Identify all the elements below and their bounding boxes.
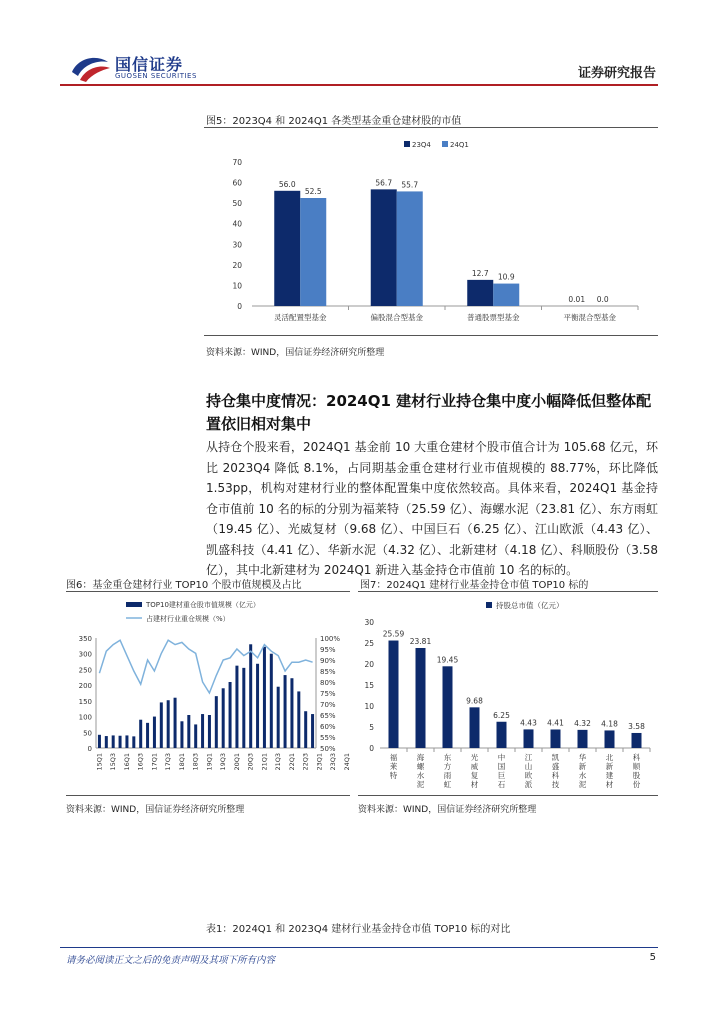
fig6-bar: [277, 687, 280, 748]
fig6-bar: [290, 678, 293, 748]
company-name-cn: 国信证券: [115, 55, 184, 74]
fig7-data-label: 25.59: [382, 629, 405, 639]
fig6-xtick-label: 20Q1: [232, 753, 241, 771]
page-number: 5: [649, 952, 656, 963]
fig5-category-label: 偏股混合型基金: [370, 313, 423, 322]
fig5-data-label: 0.0: [596, 295, 609, 304]
fig7-data-label: 23.81: [409, 636, 432, 646]
fig6-xtick-label: 19Q1: [205, 753, 214, 771]
fig7-bar: [470, 707, 480, 748]
fig6-bar: [112, 735, 115, 748]
fig6-xtick-label: 23Q1: [315, 753, 324, 771]
fig6-ytick-left: 250: [78, 666, 92, 675]
figure5-source: 资料来源：WIND，国信证券经济研究所整理: [206, 348, 385, 358]
fig5-bar: [467, 280, 493, 306]
fig6-ytick-left: 100: [78, 713, 92, 722]
fig7-ytick: 15: [364, 681, 374, 690]
fig6-bar: [201, 714, 204, 748]
fig5-bar: [371, 189, 397, 306]
fig7-ytick: 0: [369, 744, 374, 753]
figure7-bottom-rule: [358, 795, 658, 796]
figure6-rule: [66, 591, 350, 592]
figure6-chart: [66, 596, 350, 792]
fig6-bar: [263, 647, 266, 748]
fig6-legend-line-label: 占建材行业重仓规模（%）: [146, 615, 230, 623]
fig7-data-label: 6.25: [493, 710, 510, 720]
fig5-ytick: 20: [232, 260, 242, 270]
figure5-rule: [204, 127, 658, 128]
fig6-ytick-left: 0: [87, 745, 92, 753]
figure6-source: 资料来源：WIND，国信证券经济研究所整理: [66, 805, 245, 815]
fig6-bar: [297, 691, 300, 748]
fig6-xtick-label: 21Q1: [260, 753, 269, 771]
fig6-bar: [139, 720, 142, 748]
fig6-bar: [311, 714, 314, 748]
fig7-ytick: 30: [364, 618, 374, 627]
fig6-xtick-label: 19Q3: [219, 753, 228, 771]
fig7-category-label: 凯盛科技: [551, 753, 560, 789]
fig6-ytick-right: 65%: [320, 712, 336, 720]
fig6-bar: [160, 702, 163, 748]
fig6-bar: [208, 715, 211, 748]
fig7-category-label: 江山欧派: [524, 753, 533, 789]
fig6-bar: [270, 654, 273, 748]
fig5-data-label: 56.7: [375, 178, 393, 188]
fig6-xtick-label: 22Q1: [287, 753, 296, 771]
fig7-data-label: 3.58: [628, 721, 645, 731]
fig5-ytick: 10: [232, 281, 242, 291]
fig6-ytick-left: 50: [83, 729, 92, 738]
fig6-xtick-label: 23Q3: [329, 753, 338, 771]
fig7-category-label: 北新建材: [605, 753, 614, 789]
fig6-legend-bar-swatch: [126, 602, 142, 607]
figure5-bottom-rule: [204, 335, 658, 336]
fig6-bar: [146, 723, 149, 748]
fig6-xtick-label: 15Q3: [109, 753, 118, 771]
fig6-bar: [249, 644, 252, 748]
fig6-bar: [215, 696, 218, 748]
fig7-legend-swatch: [486, 602, 492, 608]
section-paragraph: 从持仓个股来看，2024Q1 基金前 10 大重仓建材个股市值合计为 105.68 亿元，环比 2023Q4 降低 8.1%，占同期基金重仓建材行业市值规模的 88.77%，环比降低 1.53pp，机构对建材行业的整体配置集中度依然较高。具体来看，2024Q1 基金持仓市值前 10 名的标的分别为福莱特（25.59 亿）、海螺水泥（23.81 亿）、东方雨虹（19.45 亿）、光威复材（9.68 亿）、中国巨石（6.25 亿）、江山欧派（4.43 亿）、凯盛科技（4.41 亿）、华新水泥（4.32 亿）、北新建材（4.18 亿）、科顺股份（3.58 亿），其中北新建材为 2024Q1 新进入基金持仓市值前 10 名的标的。: [206, 440, 658, 577]
fig6-ytick-right: 75%: [320, 690, 336, 698]
fig6-ytick-left: 200: [78, 682, 92, 691]
fig6-bar: [105, 736, 108, 748]
fig5-bar: [300, 198, 326, 306]
fig7-bar: [497, 722, 507, 748]
fig5-ytick: 70: [232, 158, 242, 167]
fig7-bar: [389, 641, 399, 748]
fig7-bar: [524, 729, 534, 748]
fig6-xtick-label: 18Q1: [177, 753, 186, 771]
fig7-bar: [416, 648, 426, 748]
fig5-legend-label: 24Q1: [450, 141, 469, 149]
fig6-share-line: [99, 640, 312, 693]
fig6-xtick-label: 16Q1: [122, 753, 131, 771]
fig7-data-label: 4.32: [574, 718, 591, 728]
fig7-legend-label: 持股总市值（亿元）: [496, 601, 564, 610]
fig6-bar: [174, 698, 177, 748]
fig7-bar: [632, 733, 642, 748]
fig6-ytick-left: 300: [78, 650, 92, 659]
fig6-xtick-label: 18Q3: [191, 753, 200, 771]
fig6-bar: [180, 721, 183, 748]
fig7-ytick: 10: [364, 702, 374, 711]
fig5-data-label: 56.0: [278, 179, 296, 189]
fig6-legend-bar-label: TOP10建材重仓股市值规模（亿元）: [146, 601, 260, 609]
fig6-ytick-right: 60%: [320, 723, 336, 731]
fig5-ytick: 40: [232, 219, 242, 229]
figure7-title: 图7：2024Q1 建材行业基金持仓市值 TOP10 标的: [360, 580, 589, 591]
fig5-data-label: 0.01: [568, 294, 586, 304]
fig6-ytick-left: 150: [78, 697, 92, 706]
fig6-bar: [242, 668, 245, 748]
fig5-data-label: 55.7: [401, 180, 419, 190]
fig5-legend-swatch: [404, 141, 410, 147]
fig6-bar: [194, 724, 197, 748]
fig6-ytick-left: 350: [78, 635, 92, 643]
fig6-bar: [119, 736, 122, 748]
fig6-bar: [167, 700, 170, 748]
fig6-ytick-right: 70%: [320, 701, 336, 709]
fig6-ytick-right: 100%: [320, 635, 341, 643]
fig5-category-label: 灵活配置型基金: [274, 313, 327, 322]
fig7-bar: [605, 730, 615, 748]
fig5-ytick: 0: [237, 302, 242, 311]
fig7-category-label: 华新水泥: [578, 753, 587, 789]
fig7-data-label: 4.43: [520, 718, 537, 728]
fig5-category-label: 平衡混合型基金: [563, 313, 616, 322]
guosen-logo-icon: [70, 52, 112, 84]
fig6-xtick-label: 20Q3: [246, 753, 255, 771]
fig6-bar: [132, 736, 135, 748]
fig7-category-label: 光威复材: [470, 753, 479, 789]
figure5-title: 图5：2023Q4 和 2024Q1 各类型基金重仓建材股的市值: [206, 116, 462, 127]
fig6-bar: [187, 715, 190, 748]
fig7-bar: [443, 666, 453, 748]
fig6-xtick-label: 21Q3: [274, 753, 283, 771]
table1-title: 表1：2024Q1 和 2023Q4 建材行业基金持仓市值 TOP10 标的对比: [206, 924, 511, 935]
fig7-data-label: 9.68: [466, 696, 483, 706]
fig6-ytick-right: 85%: [320, 668, 336, 676]
fig7-category-label: 福莱特: [389, 753, 398, 780]
fig7-ytick: 5: [369, 723, 374, 732]
fig5-bar: [274, 191, 300, 306]
fig6-xtick-label: 17Q1: [150, 753, 159, 771]
fig6-xtick-label: 24Q1: [342, 753, 351, 771]
fig7-data-label: 19.45: [436, 655, 459, 665]
fig6-bar: [125, 735, 128, 748]
figure6-title: 图6：基金重仓建材行业 TOP10 个股市值规模及占比: [66, 580, 302, 591]
fig5-bar: [397, 191, 423, 306]
fig5-ytick: 60: [232, 178, 242, 188]
fig6-ytick-right: 90%: [320, 657, 336, 665]
fig6-xtick-label: 17Q3: [164, 753, 173, 771]
header-rule: [60, 84, 658, 86]
figure7-chart: [358, 596, 658, 792]
figure6-bottom-rule: [66, 795, 350, 796]
fig7-ytick: 20: [364, 660, 374, 669]
fig7-bar: [578, 730, 588, 748]
fig7-category-label: 中国巨石: [497, 753, 506, 789]
fig5-ytick: 30: [232, 240, 242, 250]
fig5-legend-swatch: [442, 141, 448, 147]
fig6-bar: [153, 717, 156, 748]
fig6-xtick-label: 22Q3: [301, 753, 310, 771]
fig6-bar: [256, 664, 259, 748]
fig6-ytick-right: 80%: [320, 679, 336, 687]
fig5-data-label: 12.7: [471, 268, 489, 278]
fig6-ytick-right: 55%: [320, 734, 336, 742]
fig7-category-label: 科顺股份: [632, 753, 641, 789]
fig6-xtick-label: 16Q3: [136, 753, 145, 771]
figure5-chart: [204, 130, 658, 330]
report-type: 证券研究报告: [577, 66, 656, 81]
fig5-data-label: 52.5: [304, 187, 322, 196]
fig5-bar: [493, 284, 519, 306]
fig7-data-label: 4.41: [547, 718, 564, 728]
fig6-bar: [284, 675, 287, 748]
company-logo: [70, 50, 200, 86]
footer-rule: [60, 947, 658, 948]
fig5-legend-label: 23Q4: [412, 141, 431, 149]
fig6-ytick-right: 95%: [320, 646, 336, 654]
figure7-rule: [358, 591, 658, 592]
fig6-bar: [304, 711, 307, 748]
fig6-ytick-right: 50%: [320, 745, 336, 753]
fig5-data-label: 10.9: [497, 272, 515, 282]
fig7-category-label: 东方雨虹: [443, 753, 452, 789]
fig6-bar: [222, 688, 225, 748]
company-name-en: GUOSEN SECURITIES: [115, 72, 197, 80]
footer-disclaimer: 请务必阅读正文之后的免责声明及其项下所有内容: [66, 955, 276, 966]
fig7-ytick: 25: [364, 639, 374, 648]
fig7-data-label: 4.18: [601, 719, 618, 729]
section-title: 持仓集中度情况：2024Q1 建材行业持仓集中度小幅降低但整体配置依旧相对集中: [206, 392, 652, 433]
fig5-category-label: 普通股票型基金: [467, 313, 520, 322]
fig7-category-label: 海螺水泥: [416, 753, 425, 789]
figure7-source: 资料来源：WIND，国信证券经济研究所整理: [358, 805, 537, 815]
fig6-bar: [235, 666, 238, 748]
fig6-bar: [98, 735, 101, 748]
fig5-ytick: 50: [232, 199, 242, 209]
fig6-xtick-label: 15Q1: [95, 753, 104, 771]
fig6-bar: [229, 682, 232, 748]
fig7-bar: [551, 729, 561, 748]
